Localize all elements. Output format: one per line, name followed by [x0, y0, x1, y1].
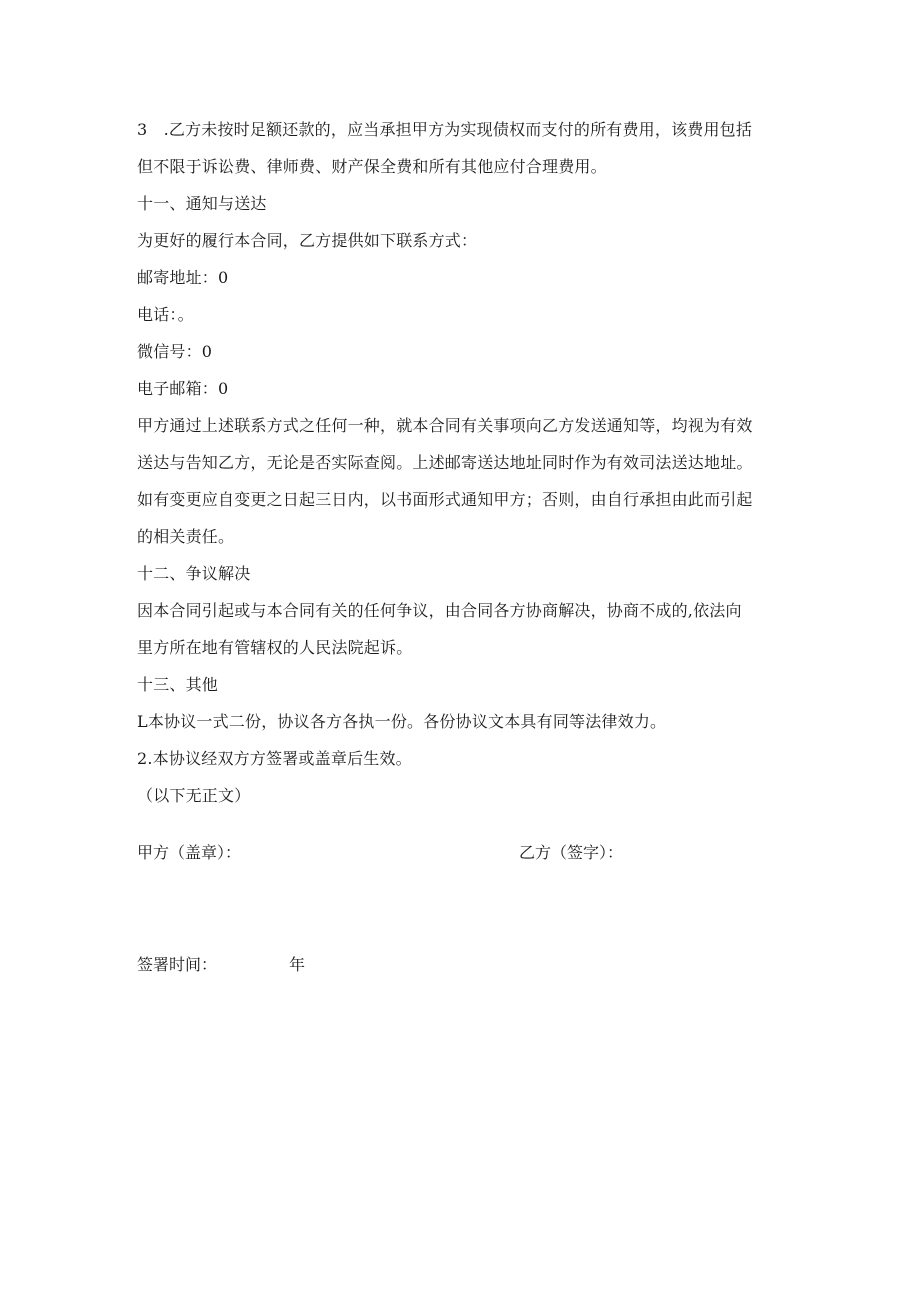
body-line: 但不限于诉讼费、律师费、财产保全费和所有其他应付合理费用。	[137, 157, 607, 176]
end-of-text-note: （以下无正文）	[137, 786, 251, 805]
signing-date-label: 签署时间：	[137, 955, 218, 974]
signature-row	[137, 834, 797, 871]
body-line: L本协议一式二份，协议各方各执一份。各份协议文本具有同等法律效力。	[137, 712, 667, 731]
section-heading-other: 十三、其他	[137, 675, 219, 694]
body-line: 3 .乙方未按时足额还款的，应当承担甲方为实现债权而支付的所有费用，该费用包括	[137, 120, 753, 139]
body-line: 甲方通过上述联系方式之任何一种，就本合同有关事项向乙方发送通知等，均视为有效	[137, 416, 753, 435]
body-line: 如有变更应自变更之日起三日内，以书面形式通知甲方；否则，由自行承担由此而引起	[137, 490, 753, 509]
body-line: 为更好的履行本合同，乙方提供如下联系方式：	[137, 231, 478, 250]
section-heading-notice: 十一、通知与送达	[137, 194, 267, 213]
contact-phone: 电话：。	[137, 305, 194, 324]
document-body	[137, 111, 797, 814]
party-a-seal-label: 甲方（盖章）：	[137, 843, 242, 862]
signing-year-label: 年	[289, 955, 306, 974]
party-b-signature-label: 乙方（签字）：	[519, 843, 624, 862]
contact-wechat: 微信号：0	[137, 342, 213, 361]
body-line: 送达与告知乙方，无论是否实际查阅。上述邮寄送达地址同时作为有效司法送达地址。	[137, 453, 753, 472]
body-line: 因本合同引起或与本合同有关的任何争议，由合同各方协商解决，协商不成的,依法向	[137, 601, 742, 620]
contact-email: 电子邮箱：0	[137, 379, 229, 398]
body-line: 2.本协议经双方方签署或盖章后生效。	[137, 749, 412, 768]
body-line: 的相关责任。	[137, 527, 235, 546]
section-heading-dispute: 十二、争议解决	[137, 564, 251, 583]
body-line: 里方所在地有管辖权的人民法院起诉。	[137, 638, 413, 657]
signing-date-row	[137, 946, 797, 983]
contact-mail-address: 邮寄地址：0	[137, 268, 229, 287]
